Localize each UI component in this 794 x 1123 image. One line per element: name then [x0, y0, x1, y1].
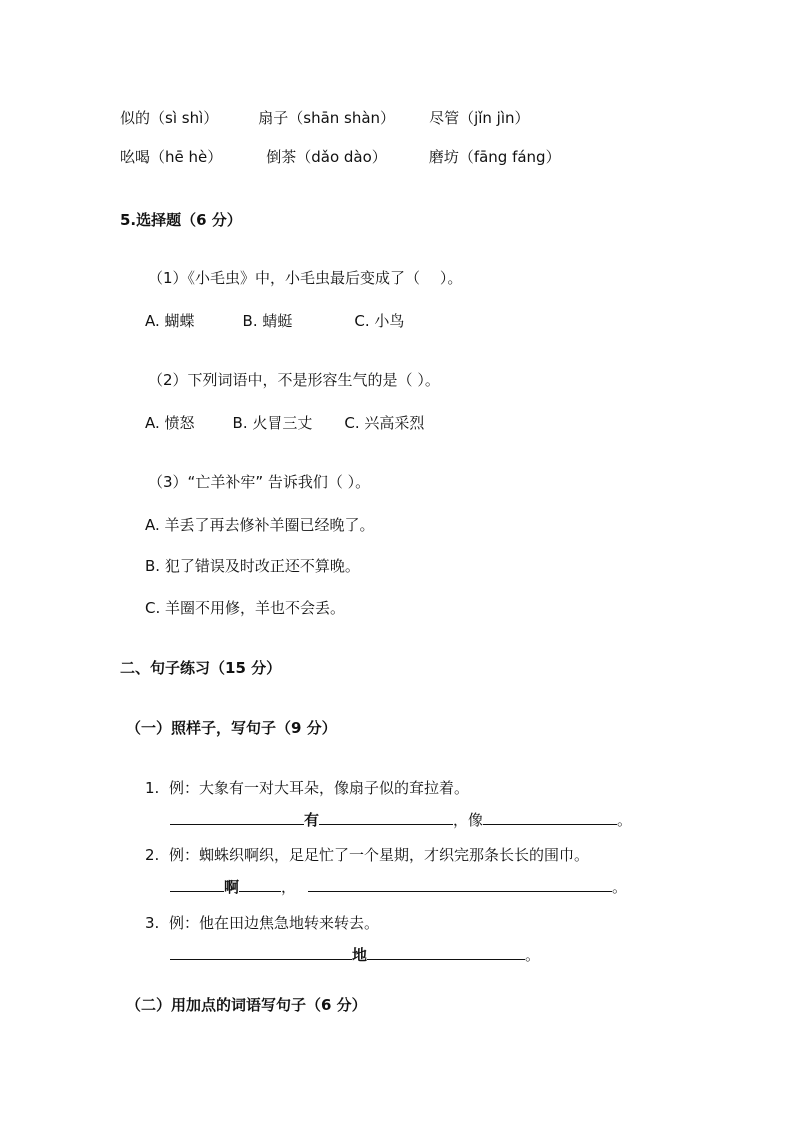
option-b: B. 蜻蜓 [242, 312, 293, 330]
option-a: A. 愤怒 [145, 414, 195, 432]
q5-2-stem: （2）下列词语中，不是形容生气的是（ ）。 [148, 371, 440, 389]
pinyin-item: 尽管（jǐn jìn） [429, 109, 530, 127]
pinyin-item: 扇子（shān shàn） [258, 109, 396, 127]
answer-blank[interactable] [170, 945, 352, 960]
period: 。 [525, 946, 541, 964]
example-text: 例：大象有一对大耳朵，像扇子似的耷拉着。 [169, 779, 470, 797]
answer-blank[interactable] [308, 877, 612, 892]
example-text: 例：蜘蛛织啊织，足足忙了一个星期，才织完那条长长的围巾。 [169, 846, 590, 864]
pinyin-item: 似的（sì shì） [120, 109, 219, 127]
answer-blank[interactable] [367, 945, 525, 960]
separator: ，像 [453, 811, 484, 829]
separator: ， [281, 878, 297, 896]
answer-blank[interactable] [319, 810, 453, 825]
item-number: 1. [145, 779, 160, 797]
sentence-example-1 [145, 778, 469, 798]
answer-blank[interactable] [170, 877, 224, 892]
keyword: 地 [352, 946, 368, 964]
part2-sub1-title: （一）照样子，写句子（9 分） [126, 719, 337, 737]
answer-blank[interactable] [483, 810, 617, 825]
sentence-example-2 [145, 845, 589, 865]
item-number: 2. [145, 846, 160, 864]
pinyin-item: 磨坊（fāng fáng） [428, 148, 561, 166]
answer-line-1 [170, 810, 632, 830]
q5-3-stem: （3）“亡羊补牢” 告诉我们（ ）。 [148, 473, 371, 491]
option-c: C. 小鸟 [354, 312, 405, 330]
keyword: 啊 [224, 878, 240, 896]
q5-3-option-a: A. 羊丢了再去修补羊圈已经晚了。 [145, 516, 375, 534]
q5-3-option-c: C. 羊圈不用修，羊也不会丢。 [145, 599, 346, 617]
pinyin-row-1 [120, 108, 530, 128]
pinyin-item: 吆喝（hē hè） [120, 148, 223, 166]
pinyin-row-2 [120, 147, 561, 167]
example-text: 例：他在田边焦急地转来转去。 [169, 914, 380, 932]
answer-blank[interactable] [239, 877, 281, 892]
option-c: C. 兴高采烈 [344, 414, 425, 432]
q5-1-options [145, 311, 404, 331]
period: 。 [612, 878, 628, 896]
q5-1-stem: （1）《小毛虫》中，小毛虫最后变成了（ ）。 [148, 269, 463, 287]
part2-title: 二、句子练习（15 分） [120, 659, 282, 677]
q5-2-options [145, 413, 424, 433]
keyword: 有 [304, 811, 320, 829]
option-a: A. 蝴蝶 [145, 312, 195, 330]
pinyin-item: 倒茶（dǎo dào） [266, 148, 387, 166]
part2-sub2-title: （二）用加点的词语写句子（6 分） [126, 996, 367, 1014]
period: 。 [617, 811, 633, 829]
item-number: 3. [145, 914, 160, 932]
sentence-example-3 [145, 913, 379, 933]
q5-title: 5.选择题（6 分） [120, 211, 242, 229]
answer-line-2 [170, 877, 627, 897]
answer-blank[interactable] [170, 810, 304, 825]
q5-3-option-b: B. 犯了错误及时改正还不算晚。 [145, 557, 360, 575]
answer-line-3 [170, 945, 540, 965]
option-b: B. 火冒三丈 [232, 414, 313, 432]
